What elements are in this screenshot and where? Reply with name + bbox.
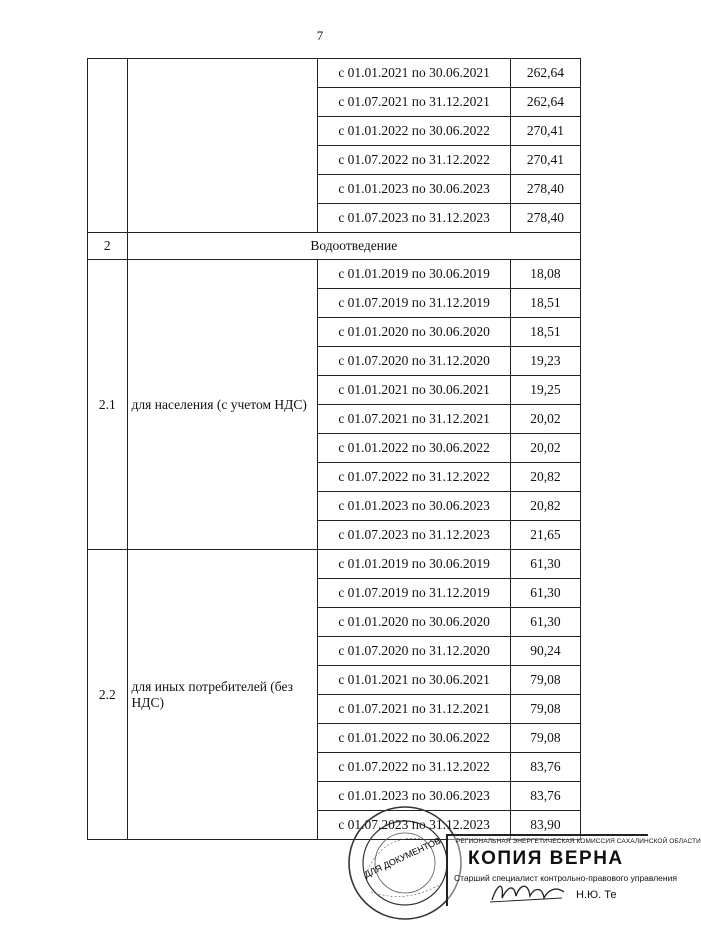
table-row bbox=[88, 260, 581, 289]
period-cell: с 01.01.2023 по 30.06.2023 bbox=[318, 175, 511, 204]
group-name: для населения (с учетом НДС) bbox=[127, 260, 318, 550]
period-cell: с 01.01.2022 по 30.06.2022 bbox=[318, 724, 511, 753]
group-name: для иных потребителей (без НДС) bbox=[127, 550, 318, 840]
period-cell: с 01.07.2022 по 31.12.2022 bbox=[318, 753, 511, 782]
period-cell: с 01.07.2021 по 31.12.2021 bbox=[318, 88, 511, 117]
period-cell: с 01.01.2019 по 30.06.2019 bbox=[318, 260, 511, 289]
stamp-position: Старший специалист контрольно-правового управления bbox=[454, 873, 677, 883]
period-cell: с 01.07.2023 по 31.12.2023 bbox=[318, 521, 511, 550]
period-cell: с 01.01.2020 по 30.06.2020 bbox=[318, 318, 511, 347]
period-cell: с 01.07.2023 по 31.12.2023 bbox=[318, 204, 511, 233]
table-row bbox=[88, 59, 581, 88]
handwritten-signature bbox=[488, 878, 568, 906]
group-number: 2.1 bbox=[88, 260, 128, 550]
tariff-value-cell: 278,40 bbox=[510, 175, 580, 204]
tariff-value-cell: 79,08 bbox=[510, 666, 580, 695]
period-cell: с 01.07.2022 по 31.12.2022 bbox=[318, 463, 511, 492]
section-row bbox=[88, 233, 581, 260]
tariff-value-cell: 270,41 bbox=[510, 117, 580, 146]
tariff-value-cell: 21,65 bbox=[510, 521, 580, 550]
tariff-table bbox=[87, 58, 581, 840]
tariff-value-cell: 20,82 bbox=[510, 492, 580, 521]
period-cell: с 01.01.2021 по 30.06.2021 bbox=[318, 376, 511, 405]
period-cell: с 01.07.2020 по 31.12.2020 bbox=[318, 347, 511, 376]
period-cell: с 01.07.2023 по 31.12.2023 bbox=[318, 811, 511, 840]
period-cell: с 01.01.2023 по 30.06.2023 bbox=[318, 492, 511, 521]
stamp-organization: РЕГИОНАЛЬНАЯ ЭНЕРГЕТИЧЕСКАЯ КОМИССИЯ САХАЛИНСКОЙ ОБЛАСТИ bbox=[456, 838, 701, 845]
tariff-value-cell: 18,51 bbox=[510, 289, 580, 318]
tariff-value-cell: 83,76 bbox=[510, 753, 580, 782]
tariff-value-cell: 19,25 bbox=[510, 376, 580, 405]
tariff-value-cell: 61,30 bbox=[510, 579, 580, 608]
tariff-table-body bbox=[88, 59, 581, 840]
tariff-value-cell: 262,64 bbox=[510, 88, 580, 117]
tariff-value-cell: 278,40 bbox=[510, 204, 580, 233]
tariff-value-cell: 61,30 bbox=[510, 608, 580, 637]
group-number: 2.2 bbox=[88, 550, 128, 840]
section-number: 2 bbox=[88, 233, 128, 260]
tariff-value-cell: 79,08 bbox=[510, 695, 580, 724]
period-cell: с 01.01.2021 по 30.06.2021 bbox=[318, 59, 511, 88]
row-name-cell bbox=[127, 59, 318, 233]
copy-verified-stamp bbox=[446, 834, 701, 906]
row-number-cell bbox=[88, 59, 128, 233]
section-title: Водоотведение bbox=[127, 233, 580, 260]
page-number: 7 bbox=[316, 28, 324, 43]
period-cell: с 01.01.2022 по 30.06.2022 bbox=[318, 117, 511, 146]
tariff-value-cell: 20,02 bbox=[510, 405, 580, 434]
stamp-heading: КОПИЯ ВЕРНА bbox=[468, 848, 624, 869]
tariff-value-cell: 83,76 bbox=[510, 782, 580, 811]
tariff-value-cell: 20,02 bbox=[510, 434, 580, 463]
period-cell: с 01.07.2020 по 31.12.2020 bbox=[318, 637, 511, 666]
tariff-value-cell: 18,08 bbox=[510, 260, 580, 289]
period-cell: с 01.01.2019 по 30.06.2019 bbox=[318, 550, 511, 579]
certification-stamps bbox=[346, 800, 701, 905]
period-cell: с 01.01.2020 по 30.06.2020 bbox=[318, 608, 511, 637]
tariff-value-cell: 262,64 bbox=[510, 59, 580, 88]
period-cell: с 01.07.2021 по 31.12.2021 bbox=[318, 695, 511, 724]
period-cell: с 01.07.2019 по 31.12.2019 bbox=[318, 289, 511, 318]
tariff-value-cell: 19,23 bbox=[510, 347, 580, 376]
table-row bbox=[88, 550, 581, 579]
period-cell: с 01.07.2019 по 31.12.2019 bbox=[318, 579, 511, 608]
period-cell: с 01.01.2022 по 30.06.2022 bbox=[318, 434, 511, 463]
period-cell: с 01.07.2021 по 31.12.2021 bbox=[318, 405, 511, 434]
period-cell: с 01.07.2022 по 31.12.2022 bbox=[318, 146, 511, 175]
stamp-signatory-name: Н.Ю. Те bbox=[576, 889, 617, 901]
period-cell: с 01.01.2023 по 30.06.2023 bbox=[318, 782, 511, 811]
tariff-value-cell: 270,41 bbox=[510, 146, 580, 175]
tariff-value-cell: 83,90 bbox=[510, 811, 580, 840]
period-cell: с 01.01.2021 по 30.06.2021 bbox=[318, 666, 511, 695]
tariff-value-cell: 79,08 bbox=[510, 724, 580, 753]
seal-text: ДЛЯ ДОКУМЕНТОВ bbox=[362, 835, 443, 880]
tariff-value-cell: 20,82 bbox=[510, 463, 580, 492]
tariff-value-cell: 61,30 bbox=[510, 550, 580, 579]
tariff-value-cell: 90,24 bbox=[510, 637, 580, 666]
tariff-value-cell: 18,51 bbox=[510, 318, 580, 347]
